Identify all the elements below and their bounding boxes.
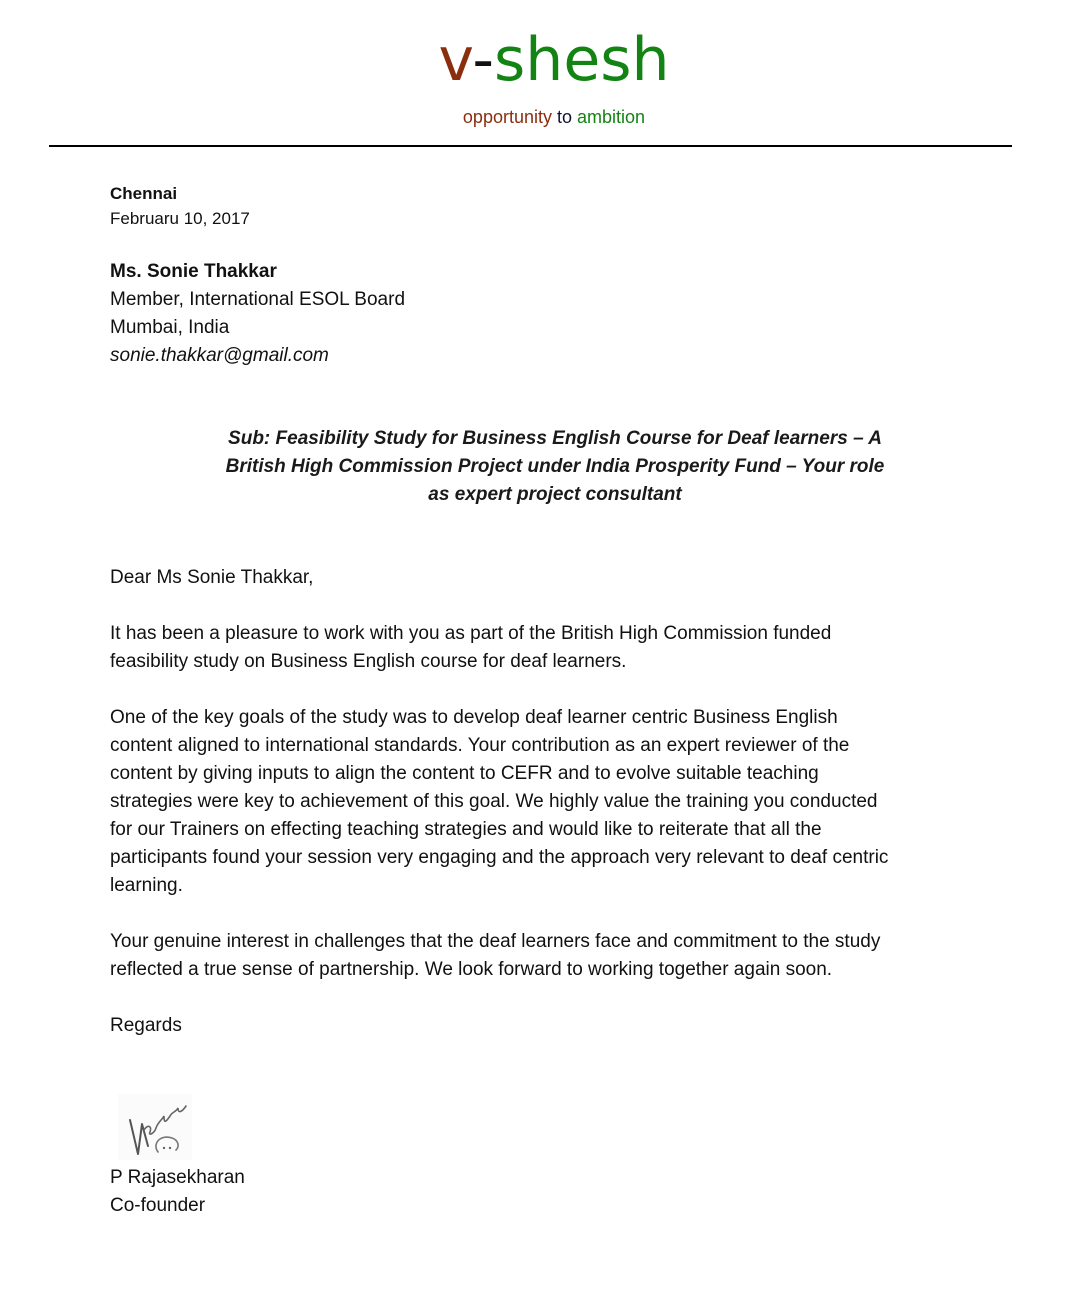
body-paragraph-1: It has been a pleasure to work with you as part of the British High Commission funded feasibility study on Business English course for deaf learners.	[110, 623, 832, 672]
subject-line-2: British High Commission Project under India Prosperity Fund – Your role	[225, 456, 885, 477]
body-paragraph-3: Your genuine interest in challenges that the deaf learners face and commitment to the study reflected a true sense of partnership. We look forward to working together again soon.	[110, 931, 881, 980]
subject-line-3: as expert project consultant	[428, 484, 682, 505]
tagline-ambition: ambition	[577, 107, 646, 127]
brand-logo	[0, 24, 1080, 96]
brand-shesh: shesh	[494, 25, 670, 95]
signatory-designation: Co-founder	[110, 1195, 206, 1216]
body-paragraph-2: One of the key goals of the study was to develop deaf learner centric Business English content aligned to international standards. Your contribution as an expert reviewer of the content by giving inputs to align the content to CEFR and to evolve suitable teaching strategies were key to achievement of this goal. We highly value the training you conducted for our Trainers on effecting teaching strategies and would like to reiterate that all the participants found your session very engaging and the approach very relevant to deaf centric learning.	[110, 707, 889, 896]
salutation: Dear Ms Sonie Thakkar,	[110, 567, 314, 588]
tagline-to: to	[557, 107, 573, 127]
brand-tagline	[0, 106, 1080, 128]
letter-date: Februaru 10, 2017	[110, 209, 250, 228]
recipient-email: sonie.thakkar@gmail.com	[110, 345, 329, 366]
signatory-name: P Rajasekharan	[110, 1167, 245, 1188]
letter-address-block	[110, 180, 910, 370]
closing: Regards	[110, 1015, 182, 1036]
letter-body	[110, 564, 900, 1068]
tagline-opportunity: opportunity	[462, 107, 552, 127]
letterhead	[0, 24, 1080, 128]
recipient-location: Mumbai, India	[110, 317, 230, 338]
recipient-title: Member, International ESOL Board	[110, 289, 406, 310]
subject-line-1: Sub: Feasibility Study for Business English Course for Deaf learners – A	[228, 428, 882, 449]
brand-v: v	[438, 25, 473, 95]
letter-subject	[110, 425, 1000, 509]
signature-icon	[118, 1094, 192, 1160]
signatory-block	[110, 1164, 245, 1220]
header-divider	[49, 145, 1012, 147]
recipient-name: Ms. Sonie Thakkar	[110, 261, 277, 282]
recipient-block	[110, 258, 910, 370]
sender-city: Chennai	[110, 184, 178, 203]
brand-dash: -	[472, 25, 495, 95]
